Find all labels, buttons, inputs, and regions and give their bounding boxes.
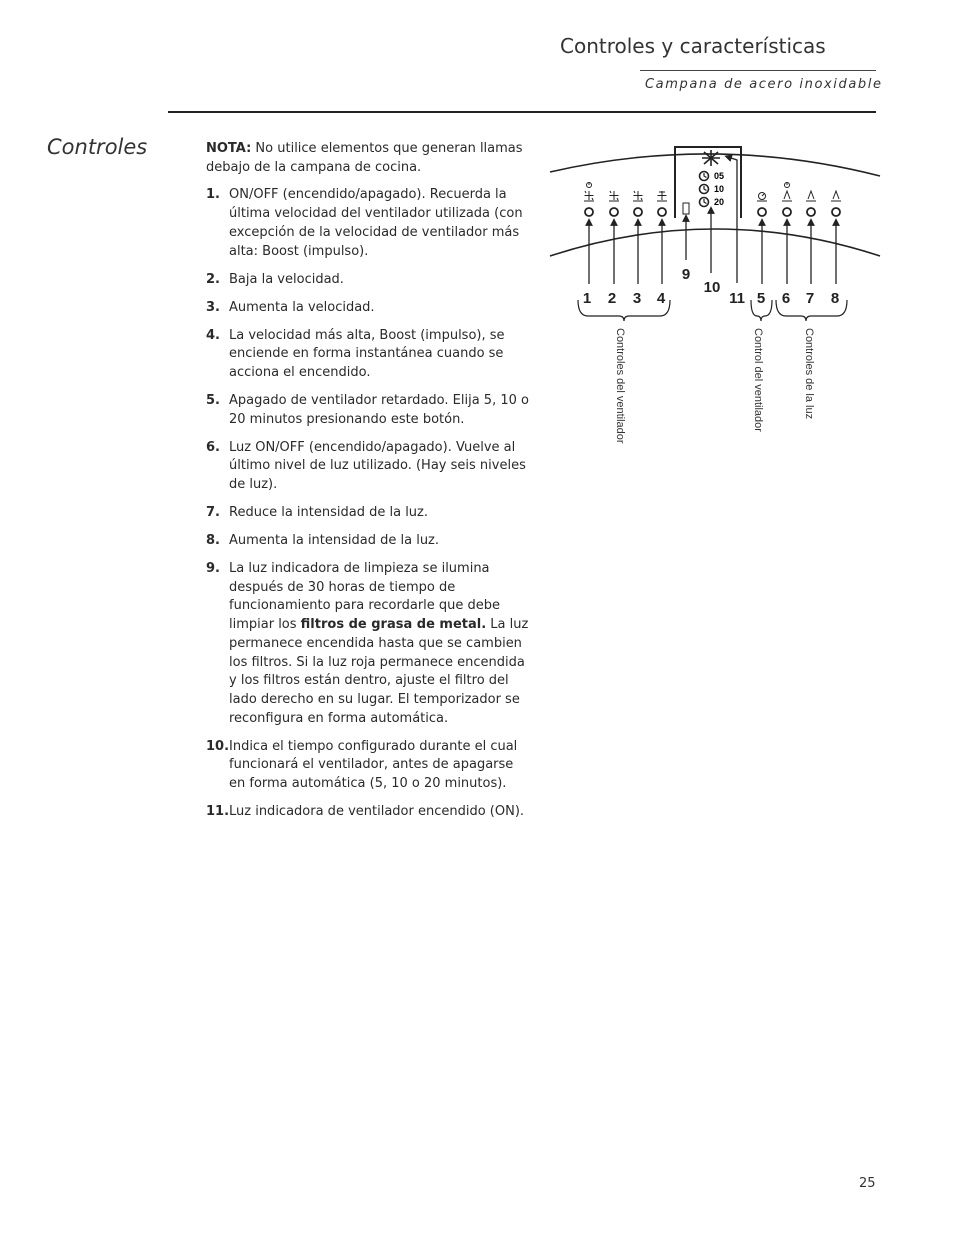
list-item <box>206 803 531 822</box>
item-number: 1. <box>206 187 220 203</box>
control-panel-svg <box>545 140 885 460</box>
display-box-top <box>675 147 741 154</box>
fan-icon <box>609 191 619 201</box>
control-panel-diagram <box>545 140 885 460</box>
light-icon <box>831 191 841 201</box>
clock-icon <box>700 172 709 181</box>
item-text-bold: filtros de grasa de metal. <box>300 617 487 633</box>
item-text: La luz indicadora de limpieza se ilumina después de 30 horas de tiempo de funcionamiento para recordarle que debe limpiar los <box>229 561 501 633</box>
callout-number: 2 <box>607 290 617 307</box>
list-item <box>206 532 531 551</box>
section-title: Controles <box>47 135 148 159</box>
item-number: 4. <box>206 327 220 343</box>
item-text: Reduce la intensidad de la luz. <box>229 505 428 521</box>
item-number: 10. <box>206 738 230 754</box>
list-item <box>206 392 531 429</box>
item-number: 11. <box>206 804 230 820</box>
callout-number: 7 <box>805 290 815 307</box>
item-number: 5. <box>206 392 220 408</box>
fan-icon <box>633 191 643 201</box>
item-text: Aumenta la velocidad. <box>229 299 375 315</box>
list-item <box>206 327 531 383</box>
fan-on-indicator-icon <box>702 150 720 166</box>
clock-icon <box>700 185 709 194</box>
item-text: Luz indicadora de ventilador encendido (ON). <box>229 804 525 820</box>
item-text: La luz permanece encendida hasta que se cambien los filtros. Si la luz roja permanece encendida y los filtros están dentro, ajuste el filtro del lado derecho en su lugar. El temporizador se reconfigura en forma automática. <box>229 617 529 726</box>
note-text: No utilice elementos que generan llamas debajo de la campana de cocina. <box>206 141 523 175</box>
clock-icon <box>700 198 709 207</box>
item-text: Baja la velocidad. <box>229 271 344 287</box>
group-label-fan-control: Control del ventilador <box>752 328 764 432</box>
fan-speed-down-button[interactable] <box>610 208 618 216</box>
page-number: 25 <box>859 1176 876 1191</box>
fan-power-button[interactable] <box>585 208 593 216</box>
item-number: 3. <box>206 299 220 315</box>
section-divider <box>168 111 876 113</box>
control-buttons <box>585 208 840 216</box>
page-header-title: Controles y características <box>560 34 826 58</box>
filter-indicator-light <box>683 203 689 214</box>
item-text: Indica el tiempo configurado durante el cual funcionará el ventilador, antes de apagarse en forma automática (5, 10 o 20 minutos). <box>229 738 518 792</box>
callout-number: 4 <box>656 290 666 307</box>
item-text: ON/OFF (encendido/apagado). Recuerda la última velocidad del ventilador utilizada (con excepción de la velocidad de ventilador más alta: Boost (impulso). <box>229 187 523 259</box>
light-icon <box>806 191 816 201</box>
controls-description <box>206 140 531 831</box>
button-icons <box>584 182 841 201</box>
item-text: Aumenta la intensidad de la luz. <box>229 533 440 549</box>
list-item <box>206 504 531 523</box>
list-item <box>206 738 531 794</box>
delay-off-icon <box>757 193 767 202</box>
fan-icon <box>584 191 594 201</box>
item-number: 9. <box>206 561 220 577</box>
header-rule <box>640 70 876 71</box>
power-icon <box>587 182 592 188</box>
power-icon <box>785 182 790 188</box>
list-item <box>206 271 531 290</box>
callout-number: 5 <box>756 290 766 307</box>
timer-indicators <box>700 171 725 207</box>
item-text: La velocidad más alta, Boost (impulso), se enciende en forma instantánea cuando se acciona el encendido. <box>229 327 505 380</box>
fan-boost-icon <box>657 191 667 201</box>
note-paragraph <box>206 140 531 177</box>
page-header-subtitle: Campana de acero inoxidable <box>645 77 883 92</box>
fan-boost-button[interactable] <box>658 208 666 216</box>
callout-number: 9 <box>681 266 691 283</box>
list-item <box>206 560 531 728</box>
callout-arrows <box>589 157 836 284</box>
note-label: NOTA: <box>206 141 252 156</box>
panel-bottom-edge <box>550 229 880 256</box>
light-power-button[interactable] <box>783 208 791 216</box>
callout-number: 6 <box>781 290 791 307</box>
fan-speed-up-button[interactable] <box>634 208 642 216</box>
group-label-fan-controls: Controles del ventilador <box>614 328 626 444</box>
light-icon <box>782 191 792 201</box>
list-item <box>206 439 531 495</box>
controls-list <box>206 186 531 821</box>
list-item <box>206 186 531 261</box>
light-brighten-button[interactable] <box>832 208 840 216</box>
callout-number: 1 <box>582 290 592 307</box>
timer-value: 20 <box>714 197 725 207</box>
fan-delay-off-button[interactable] <box>758 208 766 216</box>
callout-number: 3 <box>632 290 642 307</box>
item-text: Luz ON/OFF (encendido/apagado). Vuelve al último nivel de luz utilizado. (Hay seis niveles de luz). <box>229 439 526 493</box>
callout-number: 11 <box>729 290 745 307</box>
item-number: 6. <box>206 439 220 455</box>
timer-value: 05 <box>714 171 725 181</box>
light-dim-button[interactable] <box>807 208 815 216</box>
item-number: 8. <box>206 533 220 549</box>
timer-value: 10 <box>714 184 725 194</box>
item-number: 2. <box>206 271 220 287</box>
callout-number: 10 <box>703 279 721 296</box>
callout-number: 8 <box>830 290 840 307</box>
list-item <box>206 299 531 318</box>
item-number: 7. <box>206 505 220 521</box>
item-text: Apagado de ventilador retardado. Elija 5, 10 o 20 minutos presionando este botón. <box>229 392 529 427</box>
group-label-light-controls: Controles de la luz <box>803 328 815 420</box>
